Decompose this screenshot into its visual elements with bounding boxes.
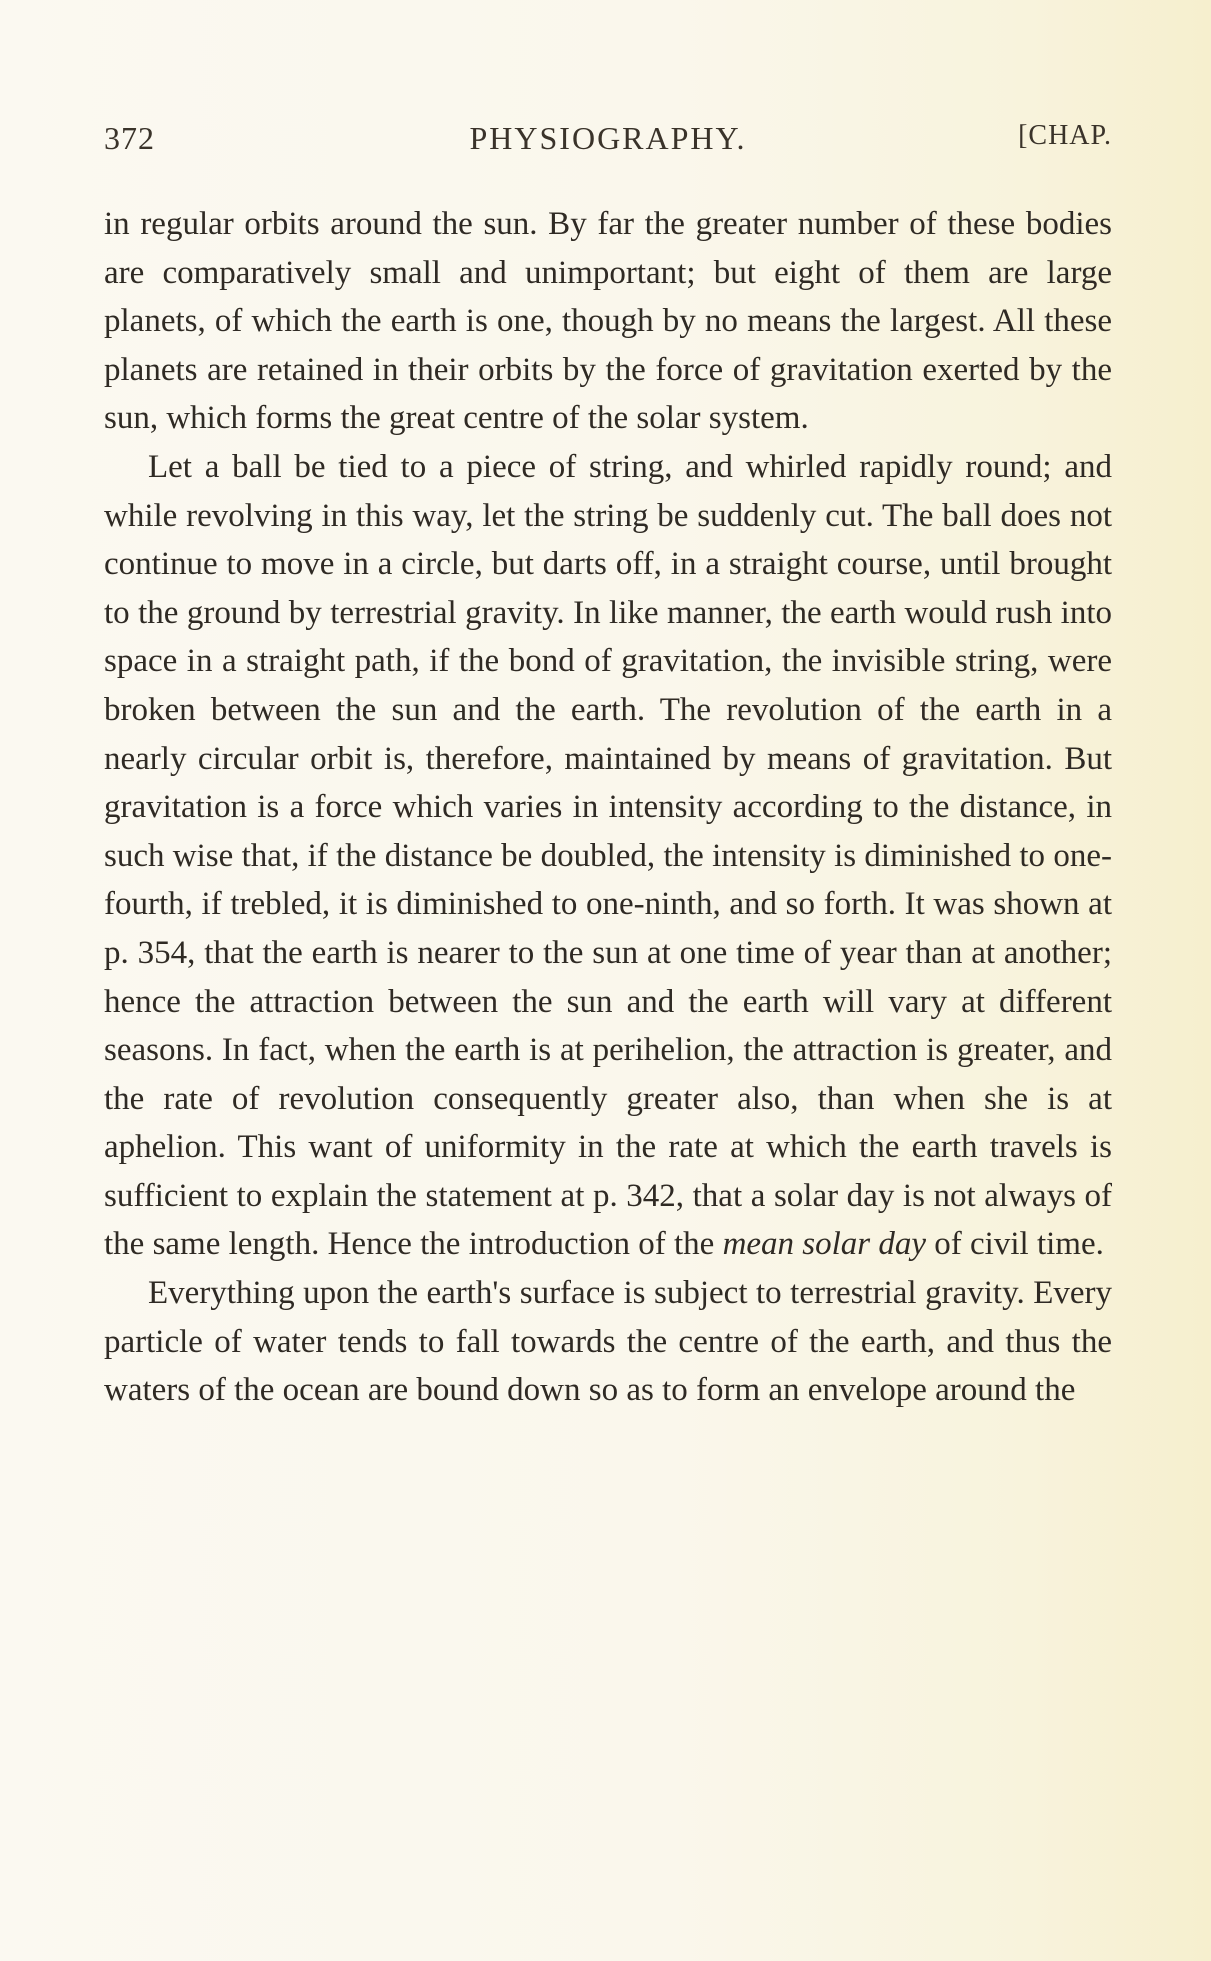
chapter-marker: [CHAP. — [1018, 120, 1112, 151]
paragraph-2 — [104, 443, 1112, 1269]
running-header — [104, 120, 1112, 164]
paragraph-2-text: Let a ball be tied to a piece of string, and whirled rapidly round; and while revolving in this way, let the string be suddenly cut. The ball does not continue to move in a circle, but darts off, in a straight course, until brought to the ground by terrestrial gravity. In like manner, the earth would rush into space in a straight path, if the bond of gravitation, the invisible string, were broken between the sun and the earth. The revolution of the earth in a nearly circular orbit is, therefore, maintained by means of gravitation. But gravitation is a force which varies in intensity according to the distance, in such wise that, if the distance be doubled, the intensity is diminished to one-fourth, if trebled, it is diminished to one-ninth, and so forth. It was shown at p. 354, that the earth is nearer to the sun at one time of year than at another; hence the attraction between the sun and the earth will vary at different seasons. In fact, when the earth is at perihelion, the attraction is greater, and the rate of revolution consequently greater also, than when she is at aphelion. This want of uniformity in the rate at which the earth travels is sufficient to explain the statement at p. 342, that a solar day is not always of the same length. Hence the introduction of the — [104, 448, 1112, 1263]
paragraph-2-end: of civil time. — [926, 1226, 1104, 1263]
italic-term: mean solar day — [722, 1226, 927, 1263]
running-title: PHYSIOGRAPHY. — [469, 120, 747, 156]
paragraph-3: Everything upon the earth's surface is subject to terrestrial gravity. Every particle of water tends to fall towards the centre of the earth, and thus the waters of the ocean are bound down so as to form an envelope around the — [104, 1275, 1112, 1409]
paragraph-1: in regular orbits around the sun. By far the greater number of these bodies are comparatively small and unimportant; but eight of them are large planets, of which the earth is one, though by no means the largest. All these planets are retained in their orbits by the force of gravitation exerted by the sun, which forms the great centre of the solar system. — [104, 206, 1112, 437]
page-body — [104, 200, 1112, 1415]
page-number: 372 — [104, 120, 155, 156]
